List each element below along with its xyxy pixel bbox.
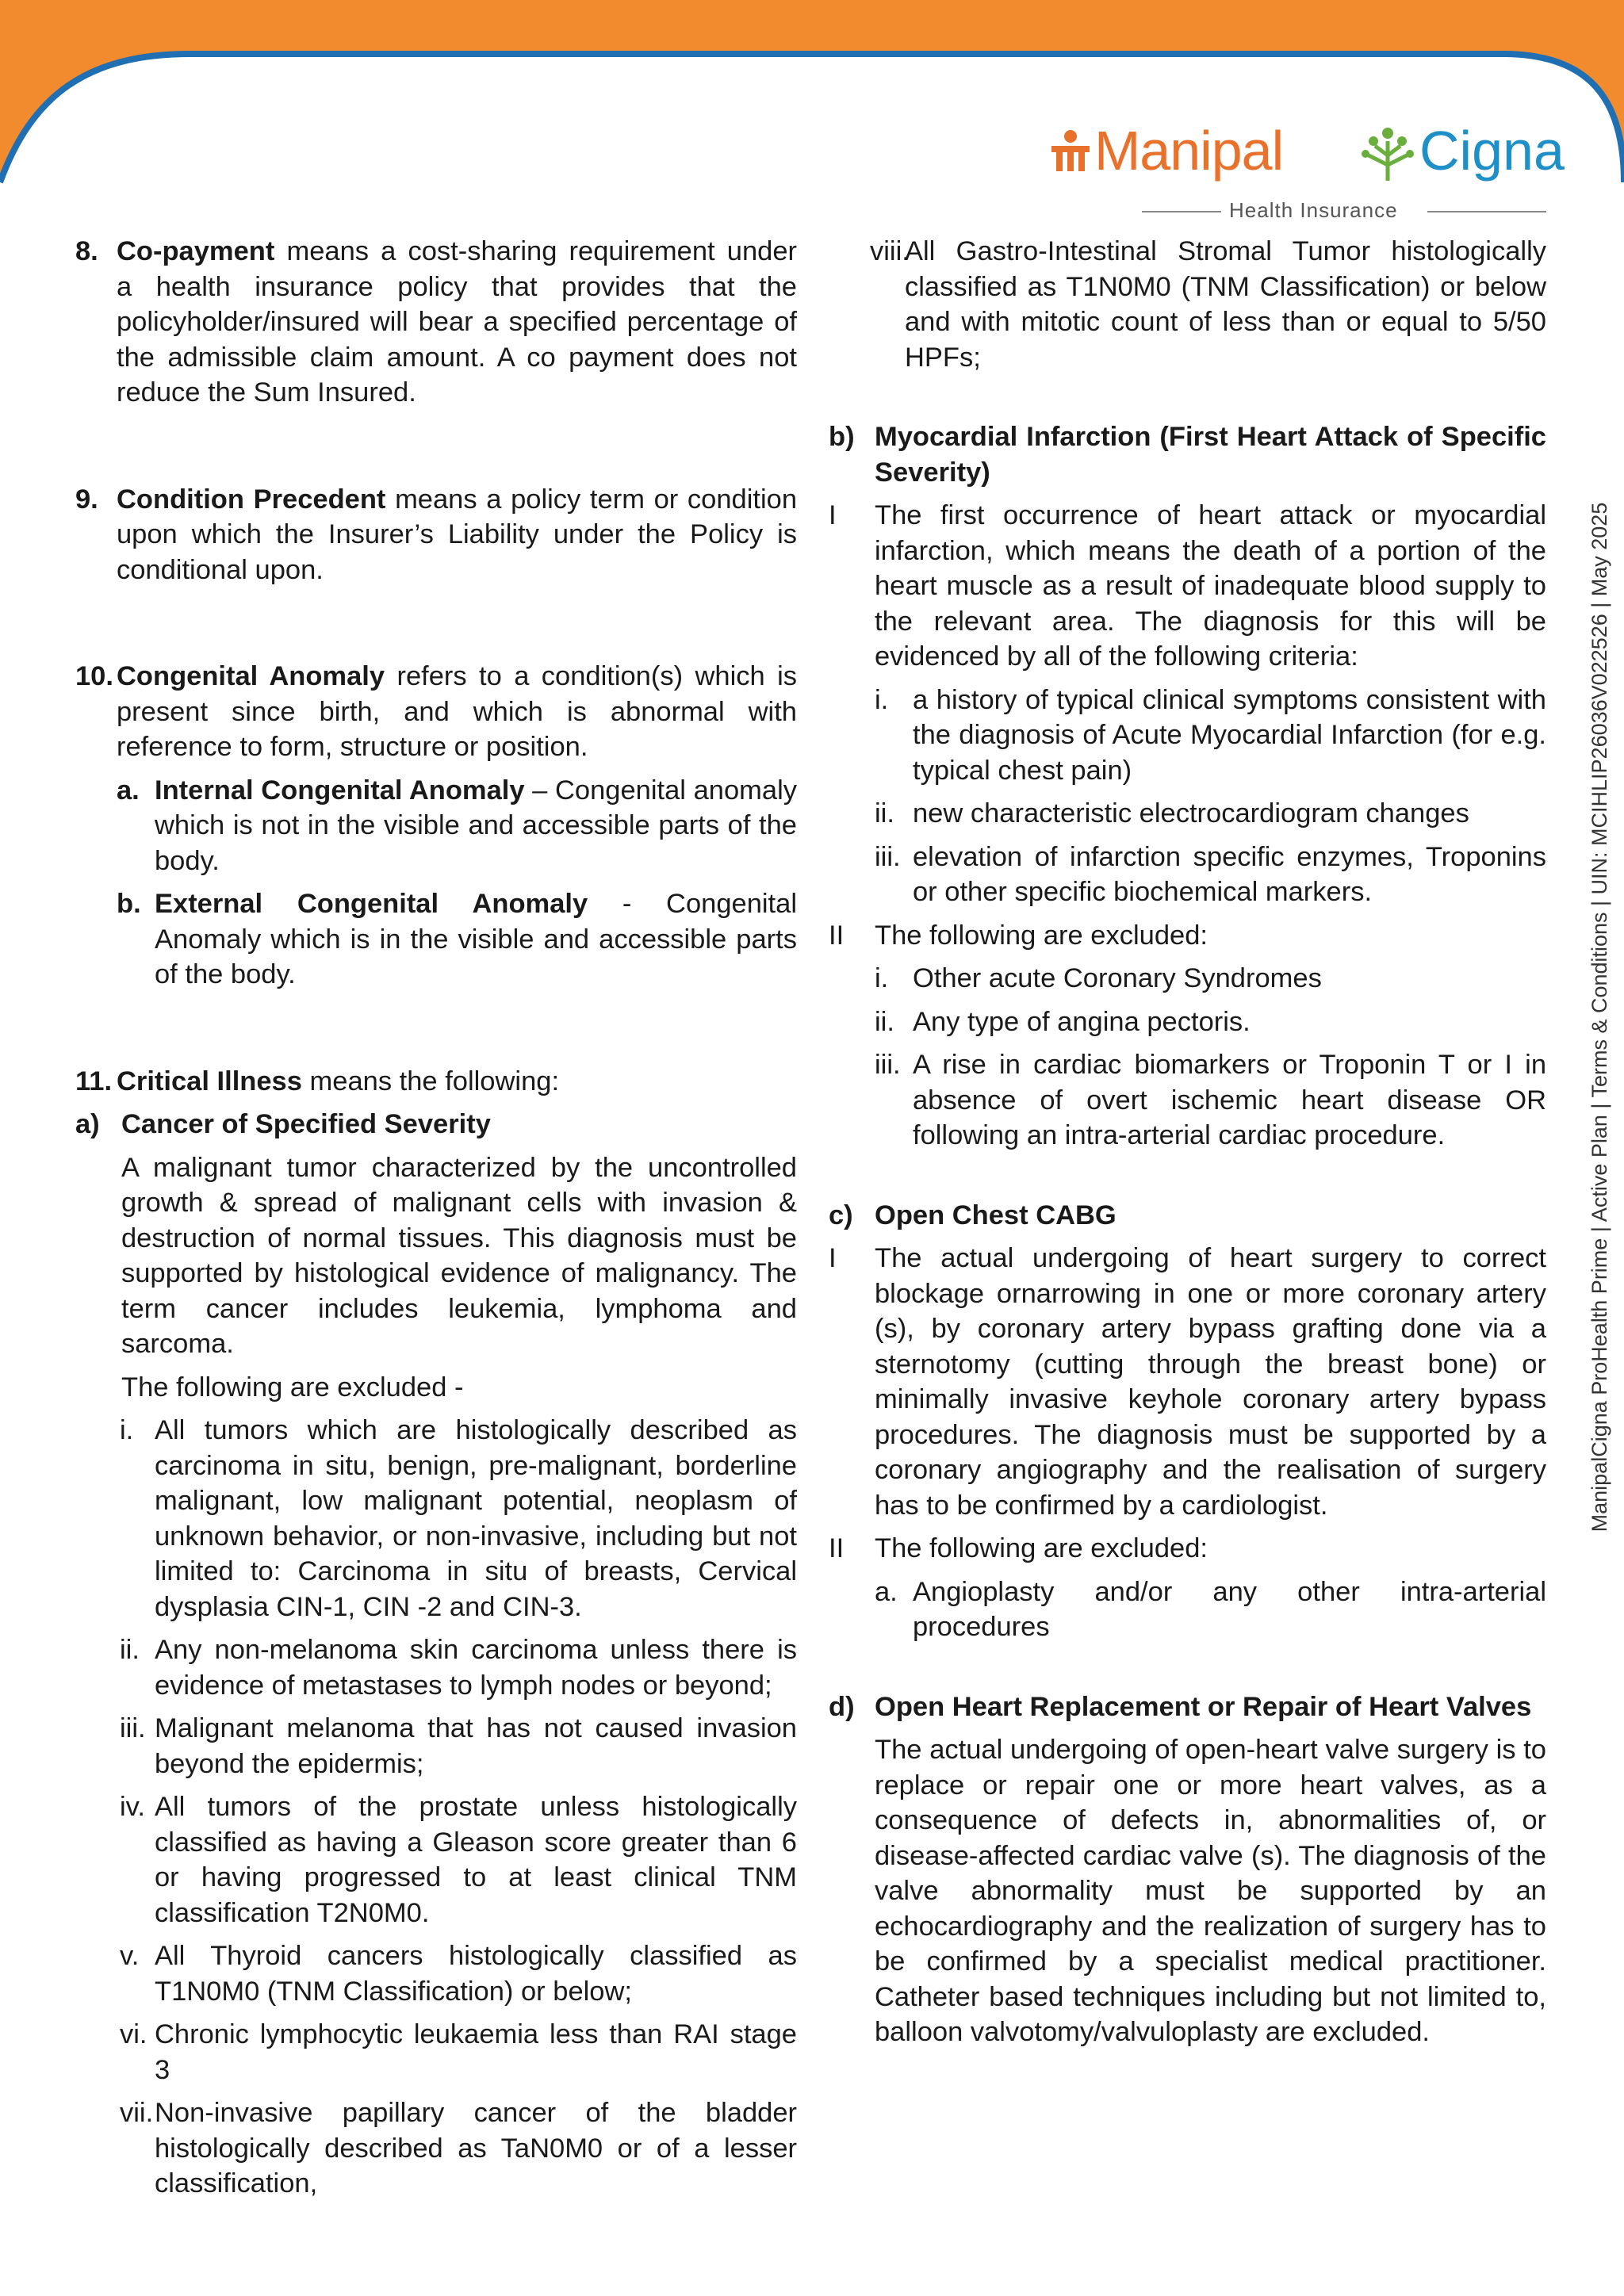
term: Internal Congenital Anomaly [155,775,525,806]
internal-congenital-anomaly [75,773,797,879]
definition-critical-illness [75,1064,797,1100]
criteria-item [829,683,1546,789]
section-label: a) [75,1109,100,1139]
roman-label: i. [875,684,889,715]
cabg-exclusions-intro [829,1531,1546,1567]
roman-label: i. [875,963,889,993]
roman-label: ii. [120,1635,140,1665]
section-heading-myocardial-infarction [829,419,1546,490]
item-number: 8. [75,236,98,266]
definition-text: means a policy term or condition upon which the Insurer’s Liability under the Policy is conditional upon. [117,484,798,585]
section-heading-open-chest-cabg [829,1198,1546,1234]
section-title: Open Heart Replacement or Repair of Heart Valves [875,1691,1532,1722]
exclusion-item [829,1575,1546,1645]
section-label: b) [829,422,855,452]
roman-label: ii. [875,1006,894,1037]
tagline-rule-right [1427,211,1546,212]
brand-name-manipal: Manipal [1094,120,1284,182]
cancer-exclusions-intro: The following are excluded - [121,1372,464,1402]
roman-label: iv. [120,1792,145,1822]
definition-text: The first occurrence of heart attack or myocardial infarction, which means the death of a portion of the heart muscle as a result of inadequate blood supply to the relevant area. The diagnosis for this will be evidenced by all of the following criteria: [875,500,1546,672]
definition-text: – Congenital anomaly which is not in the visible and accessible parts of the body. [155,775,797,876]
section-heading-cancer [75,1107,797,1142]
exclusion-item [829,1004,1546,1040]
sub-label: b. [117,889,141,919]
exclusion-text: Any non-melanoma skin carcinoma unless there is evidence of metastases to lymph nodes or beyond; [155,1635,797,1701]
criteria-item [829,796,1546,832]
exclusion-item [75,1789,797,1931]
item-number: 11. [75,1066,113,1096]
right-column [829,234,1546,2050]
external-congenital-anomaly [75,886,797,993]
exclusion-item [75,2017,797,2087]
roman-label: viii. [870,236,910,266]
exclusion-text: All tumors which are histologically described as carcinoma in situ, benign, pre-malignant, borderline malignant, low malignant potential, neoplasm of unknown behavior, or non-invasive, including but not limited to: Carcinoma in situ of breasts, Cervical dysplasia CIN-1, CIN -2 and CIN-3. [155,1415,797,1622]
term: Condition Precedent [117,484,386,515]
definition-text: means the following: [301,1066,560,1096]
exclusion-item [75,1413,797,1624]
roman-label: iii. [120,1713,146,1743]
mi-definition [829,498,1546,675]
section-label: I [829,1243,837,1273]
definition-condition-precedent [75,482,797,588]
section-label: I [829,500,837,530]
section-label: c) [829,1200,853,1230]
definition-congenital-anomaly [75,659,797,765]
manipal-figure-icon [1047,128,1094,176]
definition-text: means a cost-sharing requirement under a health insurance policy that provides that the policyholder/insured will bear a specified percentage of the admissible claim amount. A co payment does not reduce the Sum Insured. [117,236,797,408]
criteria-text: elevation of infarction specific enzymes, Troponins or other specific biochemical markers. [913,841,1546,907]
exclusion-text: Angioplasty and/or any other intra-arterial procedures [913,1576,1546,1642]
brand-tagline: Health Insurance [1229,198,1398,222]
exclusion-item [75,2095,797,2202]
cabg-definition [829,1241,1546,1523]
term: External Congenital Anomaly [155,889,588,919]
exclusion-text: Chronic lymphocytic leukaemia less than RAI stage 3 [155,2019,797,2085]
section-title: Open Chest CABG [875,1200,1116,1230]
document-reference-text: ManipalCigna ProHealth Prime | Active Plan | Terms & Conditions | UIN: MCIHLIP26036V022526 | May 2025 [1588,502,1611,1533]
definition-text: The following are excluded: [875,1533,1208,1563]
exclusion-item [75,1632,797,1703]
term: Critical Illness [117,1066,302,1096]
definition-text: The following are excluded: [875,920,1208,951]
section-label: II [829,920,845,951]
exclusion-text: A rise in cardiac biomarkers or Troponin T or I in absence of overt ischemic heart disease OR following an intra-arterial cardiac procedure. [913,1050,1546,1150]
exclusion-item [829,234,1546,375]
cigna-tree-icon [1356,124,1419,187]
roman-label: vi. [120,2019,147,2049]
definition-co-payment [75,234,797,411]
criteria-text: a history of typical clinical symptoms consistent with the diagnosis of Acute Myocardial Infarction (for e.g. typical chest pain) [913,684,1546,786]
roman-label: ii. [875,798,894,828]
section-heading-heart-valves [829,1689,1546,1725]
criteria-text: new characteristic electrocardiogram changes [913,798,1469,828]
definition-text: The actual undergoing of heart surgery to correct blockage ornarrowing in one or more coronary artery (s), by coronary artery bypass grafting done via a sternotomy (cutting through the breast bone) or minimally invasive keyhole coronary artery bypass procedures. The diagnosis must be supported by a coronary angiography and the realisation of surgery has to be confirmed by a cardiologist. [875,1243,1546,1521]
exclusion-text: All Thyroid cancers histologically classified as T1N0M0 (TNM Classification) or below; [155,1941,797,2007]
cancer-description: A malignant tumor characterized by the uncontrolled growth & spread of malignant cells with invasion & destruction of normal tissues. This diagnosis must be supported by histological evidence of malignancy. The term cancer includes leukemia, lymphoma and sarcoma. [121,1152,797,1359]
term: Co-payment [117,236,275,266]
exclusion-text: Other acute Coronary Syndromes [913,963,1322,993]
mi-exclusions-intro [829,918,1546,954]
roman-label: iii. [875,841,901,872]
section-label: d) [829,1691,855,1722]
exclusion-item [75,1711,797,1781]
roman-label: a. [875,1576,898,1607]
roman-label: vii. [120,2098,154,2128]
exclusion-item [75,1938,797,2009]
roman-label: iii. [875,1050,901,1080]
exclusion-text: Non-invasive papillary cancer of the bladder histologically described as TaN0M0 or of a lesser classification, [155,2098,797,2198]
exclusion-text: Any type of angina pectoris. [913,1006,1251,1037]
section-title: Cancer of Specified Severity [121,1109,491,1139]
exclusion-item [829,1047,1546,1154]
definition-text: - Congenital Anomaly which is in the visible and accessible parts of the body. [155,889,797,989]
manipal-cigna-logo [1094,119,1570,230]
term: Congenital Anomaly [117,661,385,691]
exclusion-text: All Gastro-Intestinal Stromal Tumor histologically classified as T1N0M0 (TNM Classification) or below and with mitotic count of less than or equal to 5/50 HPFs; [905,236,1546,373]
exclusion-item [829,961,1546,997]
roman-label: v. [120,1941,140,1971]
heart-valves-description: The actual undergoing of open-heart valve surgery is to replace or repair one or more heart valves, as a consequence of defects in, abnormalities of, or disease-affected cardiac valve (s). The diagnosis of the valve abnormality must be supported by an echocardiography and the realization of surgery has to be confirmed by a specialist medical practitioner. Catheter based techniques including but not limited to, balloon valvotomy/valvuloplasty are excluded. [875,1735,1546,2047]
tagline-rule-left [1142,211,1221,212]
brand-name-cigna: Cigna [1419,120,1565,182]
criteria-item [829,840,1546,910]
section-title: Myocardial Infarction (First Heart Attack of Specific Severity) [875,422,1546,488]
item-number: 10. [75,661,113,691]
exclusion-text: Malignant melanoma that has not caused invasion beyond the epidermis; [155,1713,797,1779]
roman-label: i. [120,1415,134,1445]
definition-text: refers to a condition(s) which is present since birth, and which is abnormal with reference to form, structure or position. [117,661,798,762]
exclusion-text: All tumors of the prostate unless histologically classified as having a Gleason score greater than 6 or having progressed to at least clinical TNM classification T2N0M0. [155,1792,797,1928]
sub-label: a. [117,775,140,806]
item-number: 9. [75,484,98,515]
left-column [75,234,797,2202]
section-label: II [829,1533,845,1563]
